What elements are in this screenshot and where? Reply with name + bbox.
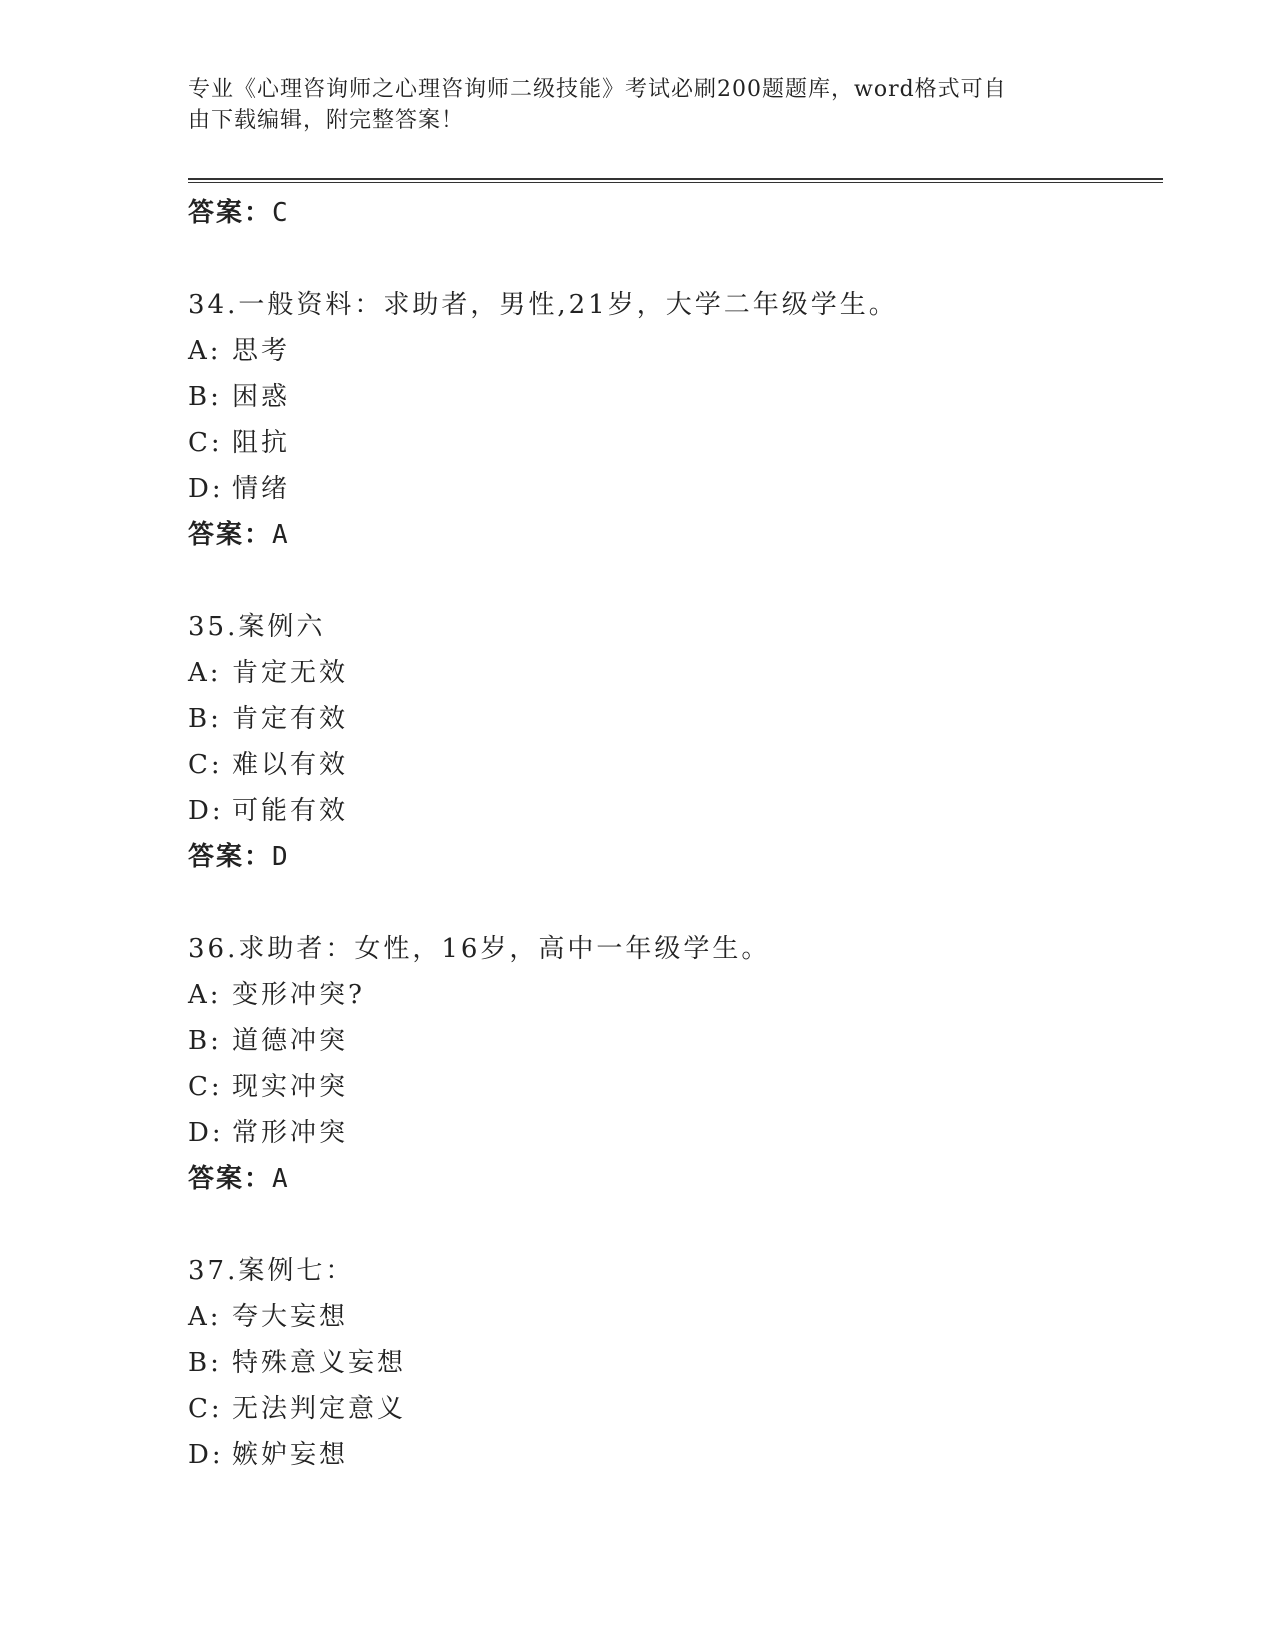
option-text: 肯定无效	[232, 658, 349, 688]
question-block	[188, 282, 1148, 558]
option-c	[188, 742, 1148, 788]
option-key: D:	[188, 796, 224, 826]
question-stem: 36.求助者：女性，16岁，高中一年级学生。	[188, 934, 771, 964]
option-key: B:	[188, 1026, 222, 1056]
question-block	[188, 604, 1148, 880]
option-text: 特殊意义妄想	[232, 1348, 407, 1378]
question-block	[188, 926, 1148, 1202]
answer-label: 答案：	[188, 842, 273, 872]
option-text: 困惑	[232, 382, 291, 412]
answer-label: 答案：	[188, 520, 273, 550]
option-text: 难以有效	[232, 750, 349, 780]
option-text: 思考	[232, 336, 291, 366]
answer-label: 答案：	[188, 198, 273, 228]
option-key: D:	[188, 1440, 224, 1470]
question-list	[188, 190, 1148, 1478]
option-text: 道德冲突	[232, 1026, 349, 1056]
option-a	[188, 328, 1148, 374]
option-b	[188, 1340, 1148, 1386]
document-header	[188, 74, 1088, 136]
question-block	[188, 1248, 1148, 1478]
option-text: 变形冲突?	[232, 980, 365, 1010]
option-b	[188, 1018, 1148, 1064]
option-key: A:	[188, 336, 222, 366]
header-divider	[188, 178, 1163, 183]
option-c	[188, 1064, 1148, 1110]
option-key: B:	[188, 704, 222, 734]
option-text: 情绪	[232, 474, 291, 504]
option-key: A:	[188, 1302, 222, 1332]
answer-value: A	[272, 1164, 290, 1194]
option-key: C:	[188, 750, 223, 780]
option-a	[188, 650, 1148, 696]
answer-label: 答案：	[188, 1164, 273, 1194]
option-a	[188, 972, 1148, 1018]
option-key: B:	[188, 382, 222, 412]
question-stem: 37.案例七：	[188, 1256, 355, 1286]
option-text: 现实冲突	[232, 1072, 349, 1102]
option-text: 嫉妒妄想	[232, 1440, 349, 1470]
option-text: 常形冲突	[232, 1118, 349, 1148]
option-key: C:	[188, 1394, 223, 1424]
header-line-2: 由下载编辑，附完整答案！	[188, 108, 465, 133]
option-text: 阻抗	[232, 428, 291, 458]
option-text: 可能有效	[232, 796, 349, 826]
option-key: A:	[188, 980, 222, 1010]
answer-line	[188, 190, 1148, 236]
answer-line	[188, 512, 1148, 558]
option-text: 夸大妄想	[232, 1302, 349, 1332]
option-b	[188, 374, 1148, 420]
option-d	[188, 1432, 1148, 1478]
option-d	[188, 466, 1148, 512]
answer-line	[188, 834, 1148, 880]
option-text: 肯定有效	[232, 704, 349, 734]
answer-value: A	[272, 520, 290, 550]
question-stem: 35.案例六	[188, 612, 326, 642]
answer-value: C	[272, 198, 290, 228]
option-key: C:	[188, 1072, 223, 1102]
option-c	[188, 420, 1148, 466]
option-key: D:	[188, 474, 224, 504]
option-d	[188, 1110, 1148, 1156]
answer-line	[188, 1156, 1148, 1202]
option-key: D:	[188, 1118, 224, 1148]
option-key: B:	[188, 1348, 222, 1378]
header-line-1: 专业《心理咨询师之心理咨询师二级技能》考试必刷200题题库，word格式可自	[188, 77, 1007, 102]
answer-value: D	[272, 842, 290, 872]
question-stem: 34.一般资料：求助者，男性,21岁，大学二年级学生。	[188, 290, 898, 320]
option-key: A:	[188, 658, 222, 688]
option-key: C:	[188, 428, 223, 458]
option-a	[188, 1294, 1148, 1340]
option-c	[188, 1386, 1148, 1432]
option-text: 无法判定意义	[232, 1394, 407, 1424]
option-d	[188, 788, 1148, 834]
option-b	[188, 696, 1148, 742]
